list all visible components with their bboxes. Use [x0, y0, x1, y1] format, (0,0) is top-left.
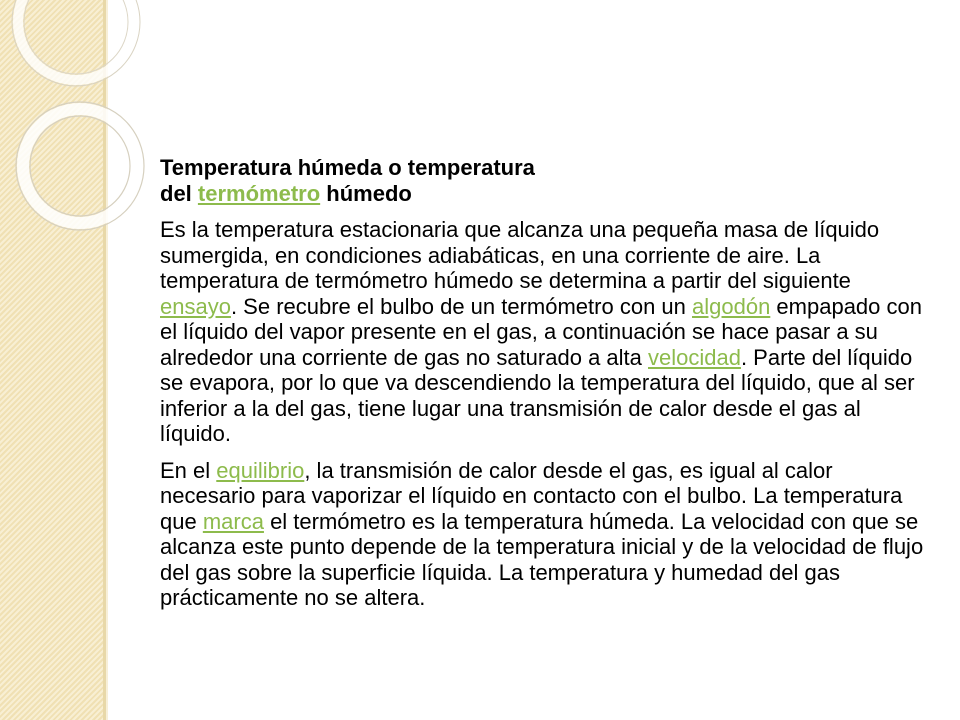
paragraph-text: empapado con el líquido del vapor presente en el gas, a continuación se hace pasar a su alrededor una corriente de gas no saturado a alta: [160, 293, 922, 370]
link-marca[interactable]: marca: [202, 508, 264, 534]
paragraph-1: [160, 217, 932, 447]
slide-heading: [160, 155, 932, 206]
paragraph-2: [160, 458, 932, 611]
paragraph-text: En el: [160, 457, 217, 483]
decorative-ring-top: [12, 0, 140, 86]
paragraph-text: el termómetro es la temperatura húmeda. La velocidad con que se alcanza este punto depende de la temperatura inicial y de la velocidad de flujo del gas sobre la superficie líquida. La temperatura y humedad del gas prácticamente no se altera.: [160, 508, 924, 610]
link-termometro[interactable]: termómetro: [197, 180, 321, 206]
paragraph-text: . Parte del líquido se evapora, por lo que va descendiendo la temperatura del líquido, que al ser inferior a la del gas, tiene lugar una transmisión de calor desde el gas al líquido.: [160, 344, 915, 446]
decorative-ring-middle: [16, 102, 144, 230]
heading-text: húmedo: [320, 180, 412, 206]
decorative-rings: [0, 0, 170, 260]
heading-line-1: Temperatura húmeda o temperatura: [160, 155, 535, 180]
slide-content: [160, 155, 932, 611]
paragraph-text: Es la temperatura estacionaria que alcanza una pequeña masa de líquido sumergida, en condiciones adiabáticas, en una corriente de aire. La temperatura de termómetro húmedo se determina a partir del siguiente: [160, 217, 880, 293]
paragraph-text: . Se recubre el bulbo de un termómetro con un: [230, 293, 692, 319]
link-algodon[interactable]: algodón: [692, 293, 771, 319]
link-equilibrio[interactable]: equilibrio: [216, 457, 305, 483]
paragraph-text: , la transmisión de calor desde el gas, es igual al calor necesario para vaporizar el líquido en contacto con el bulbo. La temperatura que: [160, 457, 903, 534]
heading-text: del: [160, 180, 198, 206]
link-ensayo[interactable]: ensayo: [160, 293, 231, 319]
link-velocidad[interactable]: velocidad: [648, 344, 741, 370]
